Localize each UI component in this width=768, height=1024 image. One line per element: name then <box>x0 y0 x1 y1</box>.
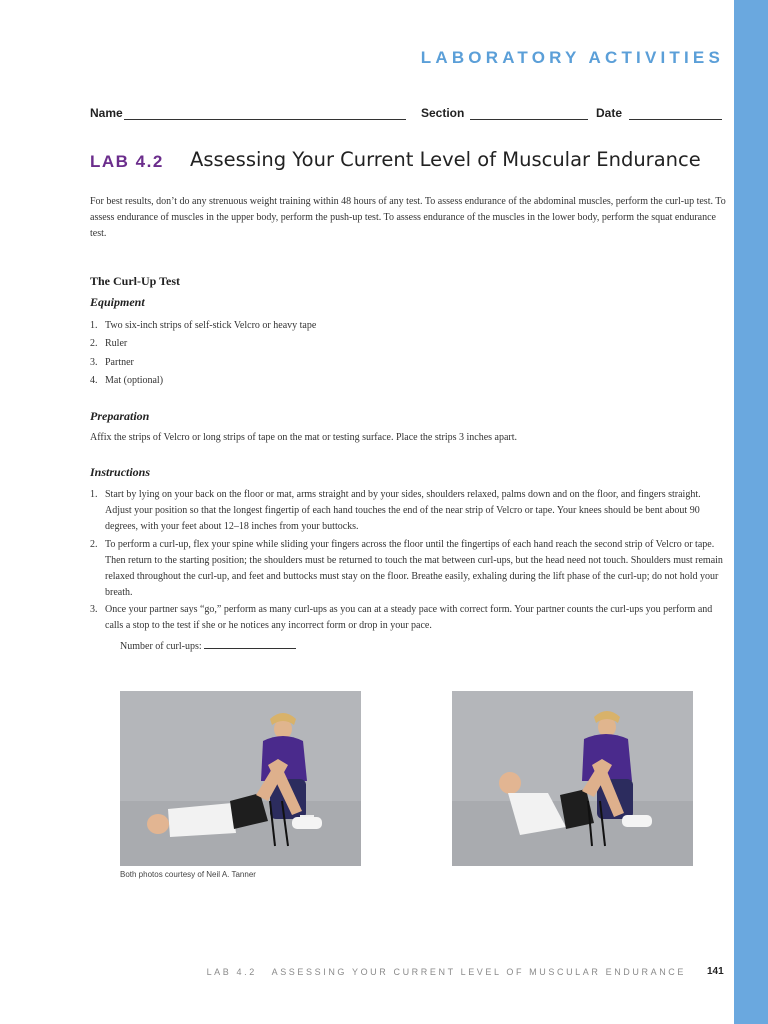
name-section-date-row <box>90 104 722 124</box>
intro-paragraph: For best results, don’t do any strenuous weight training within 48 hours of any test. To assess endurance of the abdominal muscles, perform the curl-up test. To assess endurance of muscles in the upper body, perform the push-up test. To assess endurance of the muscles in the lower body, perform the squat endurance test. <box>90 196 726 239</box>
curl-up-heading: The Curl-Up Test <box>90 274 181 288</box>
side-color-bar <box>734 0 768 1024</box>
curl-up-count-field[interactable] <box>204 638 296 649</box>
lab-title: Assessing Your Current Level of Muscular Endurance <box>190 148 701 171</box>
running-head: LAB 4.2 ASSESSING YOUR CURRENT LEVEL OF MUSCULAR ENDURANCE <box>206 967 686 977</box>
instructions-heading: Instructions <box>90 465 151 479</box>
list-item: 1. Start by lying on your back on the floor or mat, arms straight and by your sides, shoulders relaxed, palms down and on the floor, and fingers straight. Adjust your position so that the longest fingertip of each hand touches the end of the near strip of Velcro or tape. Your knees should be bent about 90 degrees, with your feet about 12–18 inches from your buttocks. <box>90 489 701 532</box>
section-label: Section <box>421 106 465 120</box>
list-item: 1. Two six-inch strips of self-stick Velcro or heavy tape <box>90 320 317 331</box>
photo-credit: Both photos courtesy of Neil A. Tanner <box>120 870 256 879</box>
date-field[interactable] <box>629 119 722 120</box>
curl-up-count-label: Number of curl-ups: <box>120 641 202 652</box>
list-item: 2. To perform a curl-up, flex your spine while sliding your fingers across the floor until the fingertips of each hand reach the second strip of Velcro or tape. Then return to the starting position; the shoulders must be returned to touch the mat between curl-ups, but the head need not touch. Shoulders must remain relaxed throughout the curl-up, and feet and buttocks must stay on the floor. Breathe easily, exhaling during the lift phase of the curl-up; do not hold your breath. <box>90 538 723 598</box>
equipment-list <box>90 318 726 392</box>
curl-up-count-row <box>120 638 296 652</box>
photo-curl-up-position <box>452 691 693 866</box>
name-label: Name <box>90 106 123 120</box>
name-field[interactable] <box>124 119 406 120</box>
page-number: 141 <box>707 966 724 977</box>
preparation-heading: Preparation <box>90 409 150 423</box>
section-field[interactable] <box>470 119 588 120</box>
preparation-text: Affix the strips of Velcro or long strips of tape on the mat or testing surface. Place the strips 3 inches apart. <box>90 432 518 443</box>
list-item: 2. Ruler <box>90 338 128 350</box>
lab-number: LAB 4.2 <box>90 152 164 171</box>
list-item: 4. Mat (optional) <box>90 375 164 387</box>
instructions-list <box>90 487 726 636</box>
section-title: LABORATORY ACTIVITIES <box>420 48 724 67</box>
date-label: Date <box>596 106 623 120</box>
list-item: 3. Partner <box>90 356 134 368</box>
equipment-heading: Equipment <box>90 295 145 309</box>
list-item: 3. Once your partner says “go,” perform as many curl-ups as you can at a steady pace with correct form. Your partner counts the curl-ups you perform and calls a stop to the test if she or he notices any incorrect form or drop in your pace. <box>90 604 713 631</box>
photo-start-position <box>120 691 361 866</box>
